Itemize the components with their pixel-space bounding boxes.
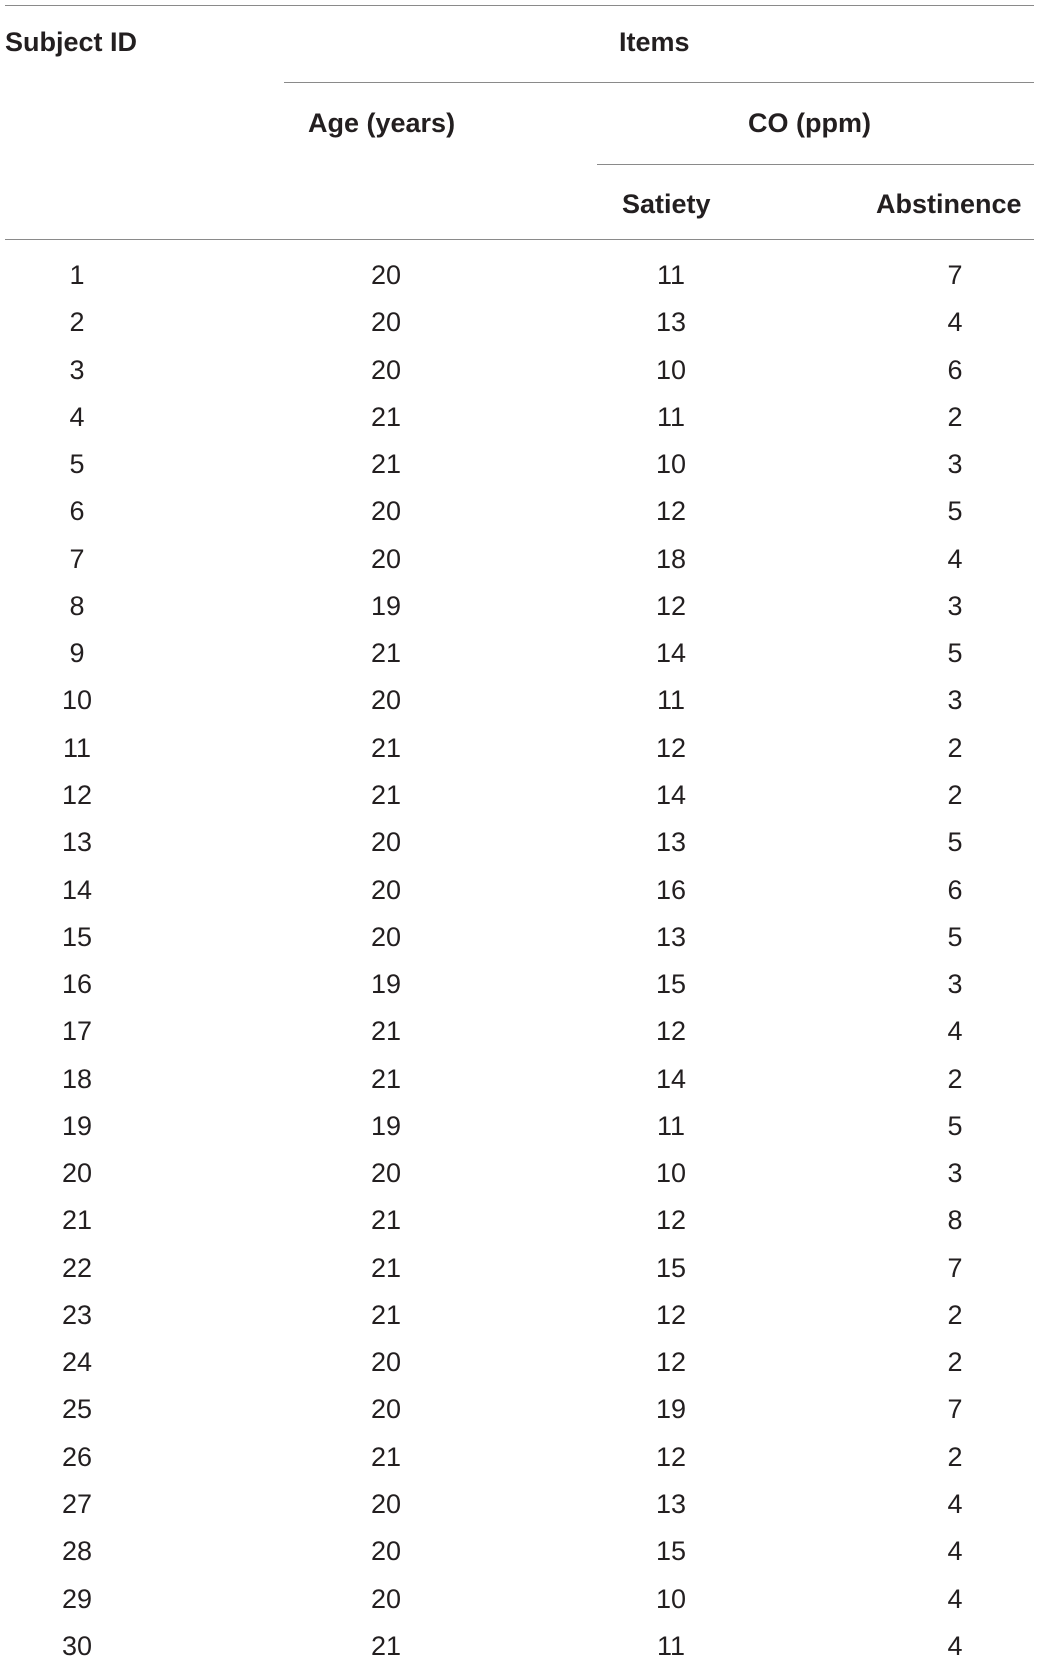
cell-abstinence: 5 (947, 922, 963, 952)
cell-abstinence: 2 (947, 1300, 963, 1330)
cell-satiety: 13 (655, 827, 687, 857)
cell-subject-id: 22 (61, 1253, 93, 1283)
cell-satiety: 11 (656, 1111, 686, 1141)
cell-subject-id: 5 (69, 449, 85, 479)
cell-satiety: 13 (655, 922, 687, 952)
cell-satiety: 13 (655, 307, 687, 337)
cell-subject-id: 26 (61, 1442, 93, 1472)
cell-abstinence: 4 (947, 1489, 963, 1519)
cell-age: 20 (370, 1347, 402, 1377)
header-subject-id: Subject ID (5, 27, 138, 57)
header-satiety: Satiety (622, 189, 711, 219)
cell-subject-id: 15 (61, 922, 93, 952)
cell-age: 20 (370, 1489, 402, 1519)
cell-age: 20 (370, 496, 402, 526)
cell-age: 19 (370, 969, 402, 999)
cell-subject-id: 21 (61, 1205, 93, 1235)
header-bottom-rule (5, 239, 1034, 240)
cell-abstinence: 8 (947, 1205, 963, 1235)
cell-subject-id: 24 (61, 1347, 93, 1377)
cell-age: 20 (370, 827, 402, 857)
co-underline (597, 164, 1034, 165)
cell-abstinence: 7 (947, 260, 963, 290)
cell-abstinence: 2 (947, 733, 963, 763)
cell-age: 21 (370, 780, 402, 810)
cell-abstinence: 5 (947, 638, 963, 668)
cell-age: 20 (370, 260, 402, 290)
cell-subject-id: 13 (61, 827, 93, 857)
cell-subject-id: 6 (69, 496, 85, 526)
cell-age: 21 (370, 1442, 402, 1472)
cell-subject-id: 12 (61, 780, 93, 810)
cell-satiety: 12 (655, 733, 687, 763)
cell-abstinence: 5 (947, 496, 963, 526)
cell-satiety: 12 (655, 1442, 687, 1472)
cell-abstinence: 3 (947, 449, 963, 479)
cell-subject-id: 18 (61, 1064, 93, 1094)
cell-subject-id: 20 (61, 1158, 93, 1188)
cell-abstinence: 3 (947, 685, 963, 715)
header-items: Items (619, 27, 690, 57)
cell-satiety: 15 (655, 1253, 687, 1283)
cell-age: 20 (370, 544, 402, 574)
cell-age: 20 (370, 875, 402, 905)
cell-satiety: 14 (655, 780, 687, 810)
cell-abstinence: 5 (947, 1111, 963, 1141)
cell-satiety: 16 (655, 875, 687, 905)
cell-subject-id: 29 (61, 1584, 93, 1614)
cell-subject-id: 27 (61, 1489, 93, 1519)
cell-abstinence: 3 (947, 591, 963, 621)
cell-age: 21 (370, 402, 402, 432)
cell-age: 20 (370, 1158, 402, 1188)
cell-satiety: 11 (656, 1631, 686, 1661)
cell-satiety: 12 (655, 496, 687, 526)
cell-age: 20 (370, 685, 402, 715)
cell-age: 20 (370, 1394, 402, 1424)
cell-satiety: 11 (656, 685, 686, 715)
cell-age: 20 (370, 307, 402, 337)
cell-abstinence: 6 (947, 355, 963, 385)
cell-age: 20 (370, 1536, 402, 1566)
cell-satiety: 10 (655, 1158, 687, 1188)
cell-abstinence: 4 (947, 1536, 963, 1566)
cell-satiety: 13 (655, 1489, 687, 1519)
cell-subject-id: 14 (61, 875, 93, 905)
cell-age: 21 (370, 1300, 402, 1330)
cell-subject-id: 19 (61, 1111, 93, 1141)
cell-age: 21 (370, 1064, 402, 1094)
cell-abstinence: 7 (947, 1253, 963, 1283)
cell-subject-id: 11 (62, 733, 92, 763)
cell-subject-id: 1 (69, 260, 85, 290)
cell-abstinence: 3 (947, 1158, 963, 1188)
cell-abstinence: 4 (947, 1584, 963, 1614)
cell-age: 20 (370, 922, 402, 952)
cell-subject-id: 23 (61, 1300, 93, 1330)
cell-satiety: 12 (655, 1016, 687, 1046)
cell-abstinence: 4 (947, 307, 963, 337)
cell-age: 20 (370, 1584, 402, 1614)
cell-satiety: 14 (655, 638, 687, 668)
cell-age: 19 (370, 591, 402, 621)
cell-age: 21 (370, 1631, 402, 1661)
cell-age: 21 (370, 733, 402, 763)
cell-abstinence: 4 (947, 1016, 963, 1046)
cell-subject-id: 10 (61, 685, 93, 715)
header-co: CO (ppm) (748, 108, 871, 138)
cell-satiety: 12 (655, 1347, 687, 1377)
cell-satiety: 10 (655, 355, 687, 385)
cell-abstinence: 2 (947, 1442, 963, 1472)
cell-subject-id: 7 (69, 544, 85, 574)
cell-age: 21 (370, 638, 402, 668)
cell-satiety: 10 (655, 1584, 687, 1614)
cell-satiety: 12 (655, 591, 687, 621)
cell-satiety: 12 (655, 1205, 687, 1235)
cell-satiety: 14 (655, 1064, 687, 1094)
cell-satiety: 11 (656, 260, 686, 290)
cell-abstinence: 4 (947, 1631, 963, 1661)
cell-abstinence: 6 (947, 875, 963, 905)
cell-abstinence: 3 (947, 969, 963, 999)
top-rule (5, 5, 1034, 6)
cell-subject-id: 28 (61, 1536, 93, 1566)
cell-subject-id: 17 (61, 1016, 93, 1046)
cell-satiety: 15 (655, 969, 687, 999)
cell-subject-id: 3 (69, 355, 85, 385)
cell-abstinence: 5 (947, 827, 963, 857)
cell-satiety: 10 (655, 449, 687, 479)
cell-subject-id: 25 (61, 1394, 93, 1424)
cell-satiety: 15 (655, 1536, 687, 1566)
cell-abstinence: 2 (947, 1064, 963, 1094)
cell-abstinence: 2 (947, 1347, 963, 1377)
items-underline (284, 82, 1034, 83)
cell-satiety: 11 (656, 402, 686, 432)
cell-abstinence: 4 (947, 544, 963, 574)
cell-age: 21 (370, 449, 402, 479)
cell-abstinence: 2 (947, 402, 963, 432)
cell-subject-id: 4 (69, 402, 85, 432)
cell-abstinence: 2 (947, 780, 963, 810)
cell-subject-id: 16 (61, 969, 93, 999)
cell-age: 21 (370, 1016, 402, 1046)
cell-age: 21 (370, 1205, 402, 1235)
cell-subject-id: 9 (69, 638, 85, 668)
cell-subject-id: 2 (69, 307, 85, 337)
cell-age: 20 (370, 355, 402, 385)
cell-age: 19 (370, 1111, 402, 1141)
header-abstinence: Abstinence (876, 189, 1022, 219)
cell-abstinence: 7 (947, 1394, 963, 1424)
header-age: Age (years) (308, 108, 456, 138)
cell-satiety: 18 (655, 544, 687, 574)
cell-subject-id: 8 (69, 591, 85, 621)
cell-satiety: 19 (655, 1394, 687, 1424)
cell-subject-id: 30 (61, 1631, 93, 1661)
cell-satiety: 12 (655, 1300, 687, 1330)
cell-age: 21 (370, 1253, 402, 1283)
